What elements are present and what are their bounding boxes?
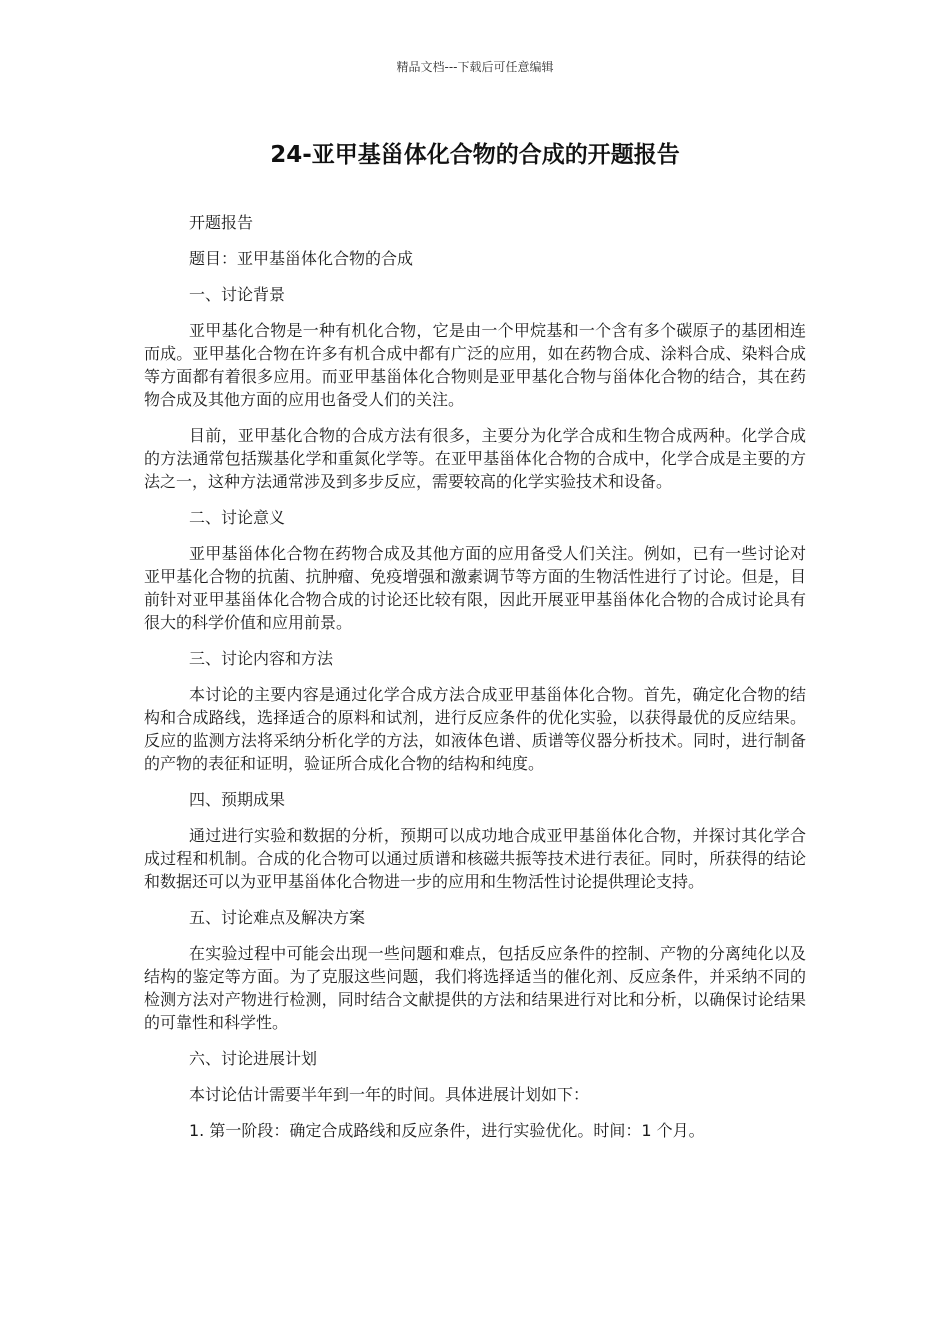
page-header: 精品文档---下载后可任意编辑 (396, 60, 554, 74)
section-heading-difficulties: 五、讨论难点及解决方案 (189, 908, 366, 927)
section-heading-schedule: 六、讨论进展计划 (189, 1049, 318, 1068)
section-heading-background: 一、讨论背景 (189, 285, 286, 304)
report-label: 开题报告 (189, 213, 254, 232)
paragraph-background-2: 目前，亚甲基化合物的合成方法有很多，主要分为化学合成和生物合成两种。化学合成的方法通常包括羰基化学和重氮化学等。在亚甲基甾体化合物的合成中，化学合成是主要的方法之一，这种方法通常涉及到多步反应，需要较高的化学实验技术和设备。 (144, 426, 806, 491)
section-heading-content-methods: 三、讨论内容和方法 (189, 649, 334, 668)
paragraph-expected-results: 通过进行实验和数据的分析，预期可以成功地合成亚甲基甾体化合物，并探讨其化学合成过程和机制。合成的化合物可以通过质谱和核磁共振等技术进行表征。同时，所获得的结论和数据还可以为亚甲基甾体化合物进一步的应用和生物活性讨论提供理论支持。 (144, 826, 806, 891)
paragraph-content-methods: 本讨论的主要内容是通过化学合成方法合成亚甲基甾体化合物。首先，确定化合物的结构和合成路线，选择适合的原料和试剂，进行反应条件的优化实验，以获得最优的反应结果。反应的监测方法将采纳分析化学的方法，如液体色谱、质谱等仪器分析技术。同时，进行制备的产物的表征和证明，验证所合成化合物的结构和纯度。 (144, 685, 806, 773)
schedule-item-1: 1. 第一阶段：确定合成路线和反应条件，进行实验优化。时间：1 个月。 (189, 1121, 705, 1140)
paragraph-background-1: 亚甲基化合物是一种有机化合物，它是由一个甲烷基和一个含有多个碳原子的基团相连而成。亚甲基化合物在许多有机合成中都有广泛的应用，如在药物合成、涂料合成、染料合成等方面都有着很多应用。而亚甲基甾体化合物则是亚甲基化合物与甾体化合物的结合，其在药物合成及其他方面的应用也备受人们的关注。 (144, 321, 806, 409)
paragraph-difficulties: 在实验过程中可能会出现一些问题和难点，包括反应条件的控制、产物的分离纯化以及结构的鉴定等方面。为了克服这些问题，我们将选择适当的催化剂、反应条件，并采纳不同的检测方法对产物进行检测，同时结合文献提供的方法和结果进行对比和分析，以确保讨论结果的可靠性和科学性。 (144, 944, 806, 1032)
paragraph-significance: 亚甲基甾体化合物在药物合成及其他方面的应用备受人们关注。例如，已有一些讨论对亚甲基化合物的抗菌、抗肿瘤、免疫增强和激素调节等方面的生物活性进行了讨论。但是，目前针对亚甲基甾体化合物合成的讨论还比较有限，因此开展亚甲基甾体化合物的合成讨论具有很大的科学价值和应用前景。 (144, 544, 806, 632)
document-body (144, 211, 806, 1155)
section-heading-expected-results: 四、预期成果 (189, 790, 286, 809)
topic-line: 题目：亚甲基甾体化合物的合成 (189, 249, 414, 268)
section-heading-significance: 二、讨论意义 (189, 508, 286, 527)
document-title: 24-亚甲基甾体化合物的合成的开题报告 (270, 142, 680, 168)
paragraph-schedule-intro: 本讨论估计需要半年到一年的时间。具体进展计划如下： (189, 1085, 590, 1104)
